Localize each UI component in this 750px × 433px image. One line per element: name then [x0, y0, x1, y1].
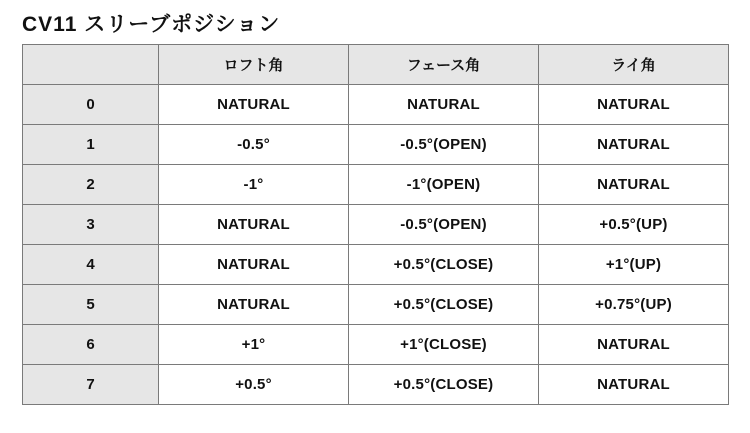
table-row — [23, 325, 729, 365]
cell-loft: -0.5° — [159, 125, 349, 165]
table-row — [23, 205, 729, 245]
table-row — [23, 85, 729, 125]
page-title: CV11 スリーブポジション — [22, 13, 281, 36]
table-header-row — [23, 45, 729, 85]
table-row — [23, 245, 729, 285]
cell-position: 5 — [23, 285, 159, 325]
cell-loft: NATURAL — [159, 205, 349, 245]
cell-lie: NATURAL — [539, 165, 729, 205]
cell-face: NATURAL — [349, 85, 539, 125]
cell-position: 1 — [23, 125, 159, 165]
sleeve-position-table-container — [22, 44, 728, 405]
cell-lie: NATURAL — [539, 325, 729, 365]
cell-position: 4 — [23, 245, 159, 285]
cell-position: 0 — [23, 85, 159, 125]
table-header-cell-face: フェース角 — [349, 45, 539, 85]
cell-loft: NATURAL — [159, 285, 349, 325]
cell-lie: NATURAL — [539, 85, 729, 125]
table-header — [23, 45, 729, 85]
cell-position: 6 — [23, 325, 159, 365]
cell-lie: +1°(UP) — [539, 245, 729, 285]
cell-face: -0.5°(OPEN) — [349, 205, 539, 245]
cell-loft: -1° — [159, 165, 349, 205]
cell-lie: +0.75°(UP) — [539, 285, 729, 325]
cell-face: +0.5°(CLOSE) — [349, 365, 539, 405]
cell-face: +0.5°(CLOSE) — [349, 285, 539, 325]
table-row — [23, 285, 729, 325]
cell-face: -1°(OPEN) — [349, 165, 539, 205]
cell-loft: NATURAL — [159, 85, 349, 125]
cell-loft: NATURAL — [159, 245, 349, 285]
table-header-cell-position — [23, 45, 159, 85]
table-body — [23, 85, 729, 405]
sleeve-position-table — [22, 44, 729, 405]
cell-face: -0.5°(OPEN) — [349, 125, 539, 165]
cell-loft: +0.5° — [159, 365, 349, 405]
cell-face: +0.5°(CLOSE) — [349, 245, 539, 285]
cell-position: 2 — [23, 165, 159, 205]
cell-lie: NATURAL — [539, 125, 729, 165]
table-row — [23, 165, 729, 205]
cell-position: 7 — [23, 365, 159, 405]
table-row — [23, 365, 729, 405]
cell-lie: +0.5°(UP) — [539, 205, 729, 245]
cell-position: 3 — [23, 205, 159, 245]
cell-loft: +1° — [159, 325, 349, 365]
table-header-cell-loft: ロフト角 — [159, 45, 349, 85]
table-header-cell-lie: ライ角 — [539, 45, 729, 85]
cell-face: +1°(CLOSE) — [349, 325, 539, 365]
cell-lie: NATURAL — [539, 365, 729, 405]
table-row — [23, 125, 729, 165]
